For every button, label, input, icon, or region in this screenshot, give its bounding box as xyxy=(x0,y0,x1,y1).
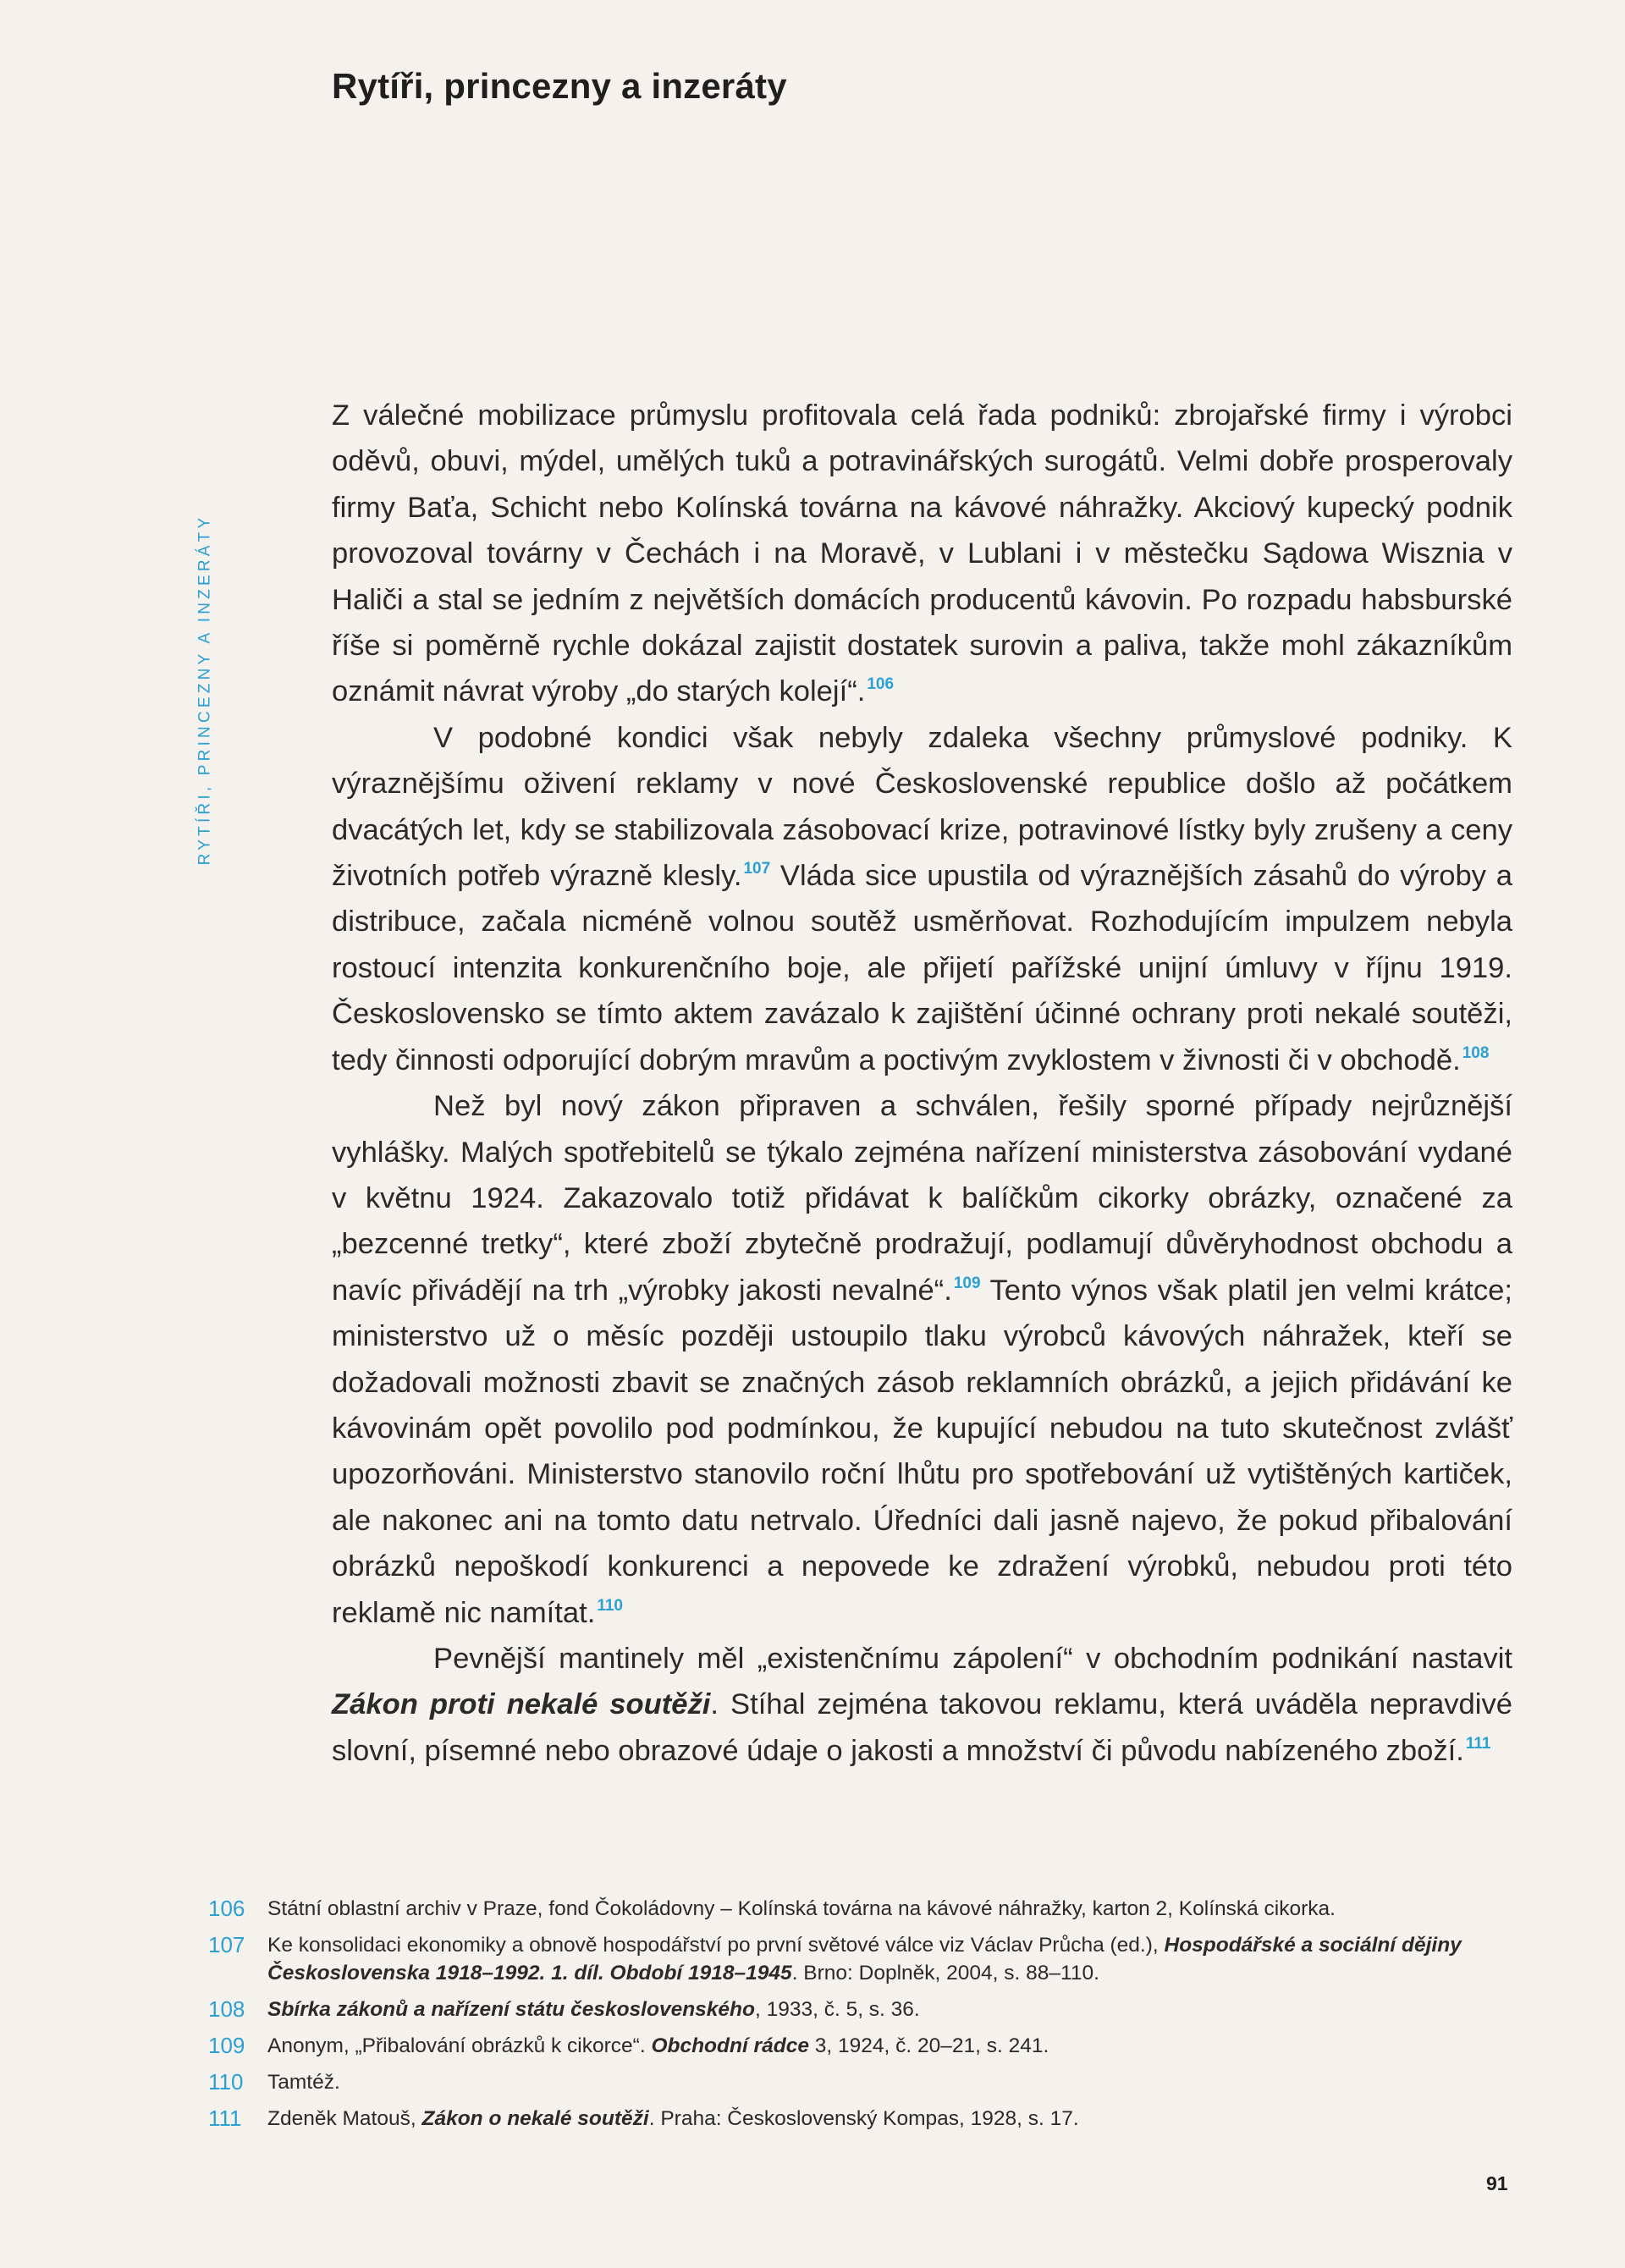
footnote-text: Anonym, „Přibalování obrázků k cikorce“. Obchodní rádce 3, 1924, č. 20–21, s. 241. xyxy=(267,2034,1049,2057)
footnote-number: 106 xyxy=(208,1896,245,1921)
footnote-text: Tamtéž. xyxy=(267,2071,340,2094)
footnote xyxy=(208,2105,1516,2133)
paragraph-text: Tento výnos však platil jen velmi krátce; ministerstvo už o měsíc později ustoupilo tlaku výrobců kávových náhražek, kteří se dožadovali možnosti zbavit se značných zásob reklamních obrázků, a jejich přidávání ke kávovinám opět povolilo pod podmínkou, že kupující nebudou na tuto skutečnost zvlášť upozorňováni. Ministerstvo stanovilo roční lhůtu pro spotřebování už vytištěných kartiček, ale nakonec ani na tomto datu netrvalo. Úředníci dali jasně najevo, že pokud přibalování obrázků nepoškodí konkurenci a nepovede ke zdražení výrobků, nebudou proti této reklamě nic namítat. xyxy=(332,1274,1512,1629)
running-header-label: RYTÍŘI, PRINCEZNY A INZERÁTY xyxy=(196,514,213,866)
footnote-number: 109 xyxy=(208,2033,245,2058)
paragraph-text: Vláda sice upustila od výraznějších zásahů do výroby a distribuce, začala nicméně volnou soutěž usměrňovat. Rozhodujícím impulzem nebyla rostoucí intenzita konkurenčního boje, ale přijetí pařížské unijní úmluvy v říjnu 1919. Československo se tímto aktem zavázalo k zajištění účinné ochrany proti nekalé soutěži, tedy činnosti odporující dobrým mravům a poctivým zvyklostem v živnosti či v obchodě. xyxy=(332,860,1512,1076)
footnote-text: Sbírka zákonů a nařízení státu československého, 1933, č. 5, s. 36. xyxy=(267,1998,920,2021)
footnote xyxy=(208,1931,1516,1987)
running-header xyxy=(196,499,214,880)
paragraph xyxy=(332,393,1512,715)
footnote-ref[interactable]: 107 xyxy=(743,860,771,878)
footnote xyxy=(208,2032,1516,2060)
paragraph-text: Než byl nový zákon připraven a schválen, řešily sporné případy nejrůznější vyhlášky. Malých spotřebitelů se týkalo zejména nařízení ministerstva zásobování vydané v květnu 1924. Zakazovalo totiž přidávat k balíčkům cikorky obrázky, označené za „bezcenné tretky“, které zboží zbytečně prodražují, podlamují důvěryhodnost obchodu a navíc přivádějí na trh „výrobky jakosti nevalné“. xyxy=(332,1090,1512,1307)
paragraph xyxy=(332,1083,1512,1636)
footnote-ref[interactable]: 110 xyxy=(597,1596,623,1615)
paragraph-text: . Stíhal zejména takovou reklamu, která uváděla nepravdivé slovní, písemné nebo obrazové údaje o jakosti a množství či původu nabízeného zboží. xyxy=(332,1688,1512,1767)
law-title: Zákon proti nekalé soutěži xyxy=(332,1688,711,1721)
body-text xyxy=(332,393,1512,1774)
footnote-ref[interactable]: 108 xyxy=(1462,1043,1490,1062)
footnote-text: Ke konsolidaci ekonomiky a obnově hospodářství po první světové válce viz Václav Průcha (ed.), Hospodářské a sociální dějiny Československa 1918–1992. 1. díl. Období 1918–1945. Brno: Doplněk, 2004, s. 88–110. xyxy=(267,1934,1462,1984)
paragraph-text: V podobné kondici však nebyly zdaleka všechny průmyslové podniky. K výraznějšímu oživení reklamy v nové Československé republice došlo až počátkem dvacátých let, kdy se stabilizovala zásobovací krize, potravinové lístky byly zrušeny a ceny životních potřeb výrazně klesly. xyxy=(332,721,1512,893)
paragraph-text: Z válečné mobilizace průmyslu profitovala celá řada podniků: zbrojařské firmy i výrobci oděvů, obuvi, mýdel, umělých tuků a potravinářských surogátů. Velmi dobře prosperovaly firmy Baťa, Schicht nebo Kolínská továrna na kávové náhražky. Akciový kupecký podnik provozoval továrny v Čechách i na Moravě, v Lublani i v městečku Sądowa Wisznia v Haliči a stal se jedním z největších domácích producentů kávovin. Po rozpadu habsburské říše si poměrně rychle dokázal zajistit dostatek surovin a paliva, takže mohl zákazníkům oznámit návrat výroby „do starých kolejí“. xyxy=(332,399,1512,708)
footnote xyxy=(208,2068,1516,2096)
page-title: Rytíři, princezny a inzeráty xyxy=(332,66,787,106)
footnote-number: 107 xyxy=(208,1932,245,1957)
footnote-number: 111 xyxy=(208,2106,242,2131)
footnote-ref[interactable]: 106 xyxy=(867,675,895,694)
footnote-ref[interactable]: 109 xyxy=(953,1274,981,1292)
footnote-text: Zdeněk Matouš, Zákon o nekalé soutěži. Praha: Československý Kompas, 1928, s. 17. xyxy=(267,2107,1079,2130)
footnote-number: 108 xyxy=(208,1996,245,2022)
paragraph xyxy=(332,715,1512,1083)
footnotes xyxy=(208,1895,1516,2141)
footnote-number: 110 xyxy=(208,2069,244,2095)
footnote xyxy=(208,1996,1516,2023)
footnote-ref[interactable]: 111 xyxy=(1465,1734,1491,1753)
footnote xyxy=(208,1895,1516,1923)
page-number: 91 xyxy=(1486,2172,1508,2194)
paragraph-text: Pevnější mantinely měl „existenčnímu zápolení“ v obchodním podnikání nastavit xyxy=(433,1642,1512,1675)
footnote-text: Státní oblastní archiv v Praze, fond Čokoládovny – Kolínská továrna na kávové náhražky, karton 2, Kolínská cikorka. xyxy=(267,1897,1336,1920)
paragraph xyxy=(332,1636,1512,1774)
